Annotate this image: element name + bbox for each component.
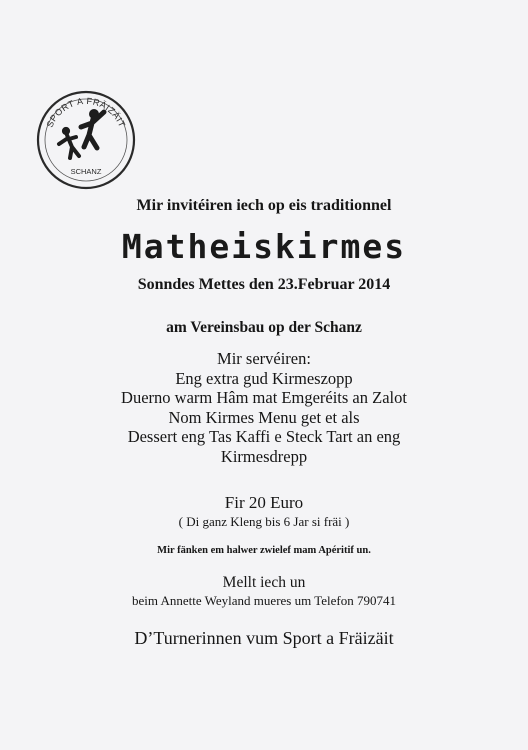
aperitif-note: Mir fänken em halwer zwielef mam Apéritif un. <box>157 545 371 556</box>
price-text: Fir 20 Euro <box>224 493 304 512</box>
intro-text: Mir invitéiren iech op eis traditionnel <box>136 197 392 214</box>
event-location: am Vereinsbau op der Schanz <box>166 319 362 336</box>
event-title: Matheiskirmes <box>121 227 407 266</box>
signature: D’Turnerinnen vum Sport a Fräizäit <box>134 628 394 648</box>
logo-arc-text: SPORT A FRÄIZÄIT <box>44 95 128 129</box>
club-logo <box>34 88 138 192</box>
menu-line: Kirmesdrepp <box>220 446 308 466</box>
logo-bottom-text: SCHANZ <box>70 167 102 176</box>
menu-line: Duerno warm Hâm mat Emgeréits an Zalot <box>121 388 407 408</box>
menu-line: Eng extra gud Kirmeszopp <box>175 368 353 388</box>
event-date: Sonndes Mettes den 23.Februar 2014 <box>137 276 391 293</box>
menu-line: Mir servéiren: <box>217 349 311 368</box>
menu-line: Dessert eng Tas Kaffi e Steck Tart an eng <box>127 427 401 447</box>
menu-block <box>0 349 528 467</box>
menu-line: Nom Kirmes Menu get et als <box>168 407 360 427</box>
price-note: ( Di ganz Kleng bis 6 Jar si fräi ) <box>178 514 350 529</box>
athletes-icon <box>59 110 104 159</box>
contact-line-2: beim Annette Weyland mueres um Telefon 790741 <box>131 593 396 608</box>
contact-line-1: Mellt iech un <box>222 574 306 591</box>
